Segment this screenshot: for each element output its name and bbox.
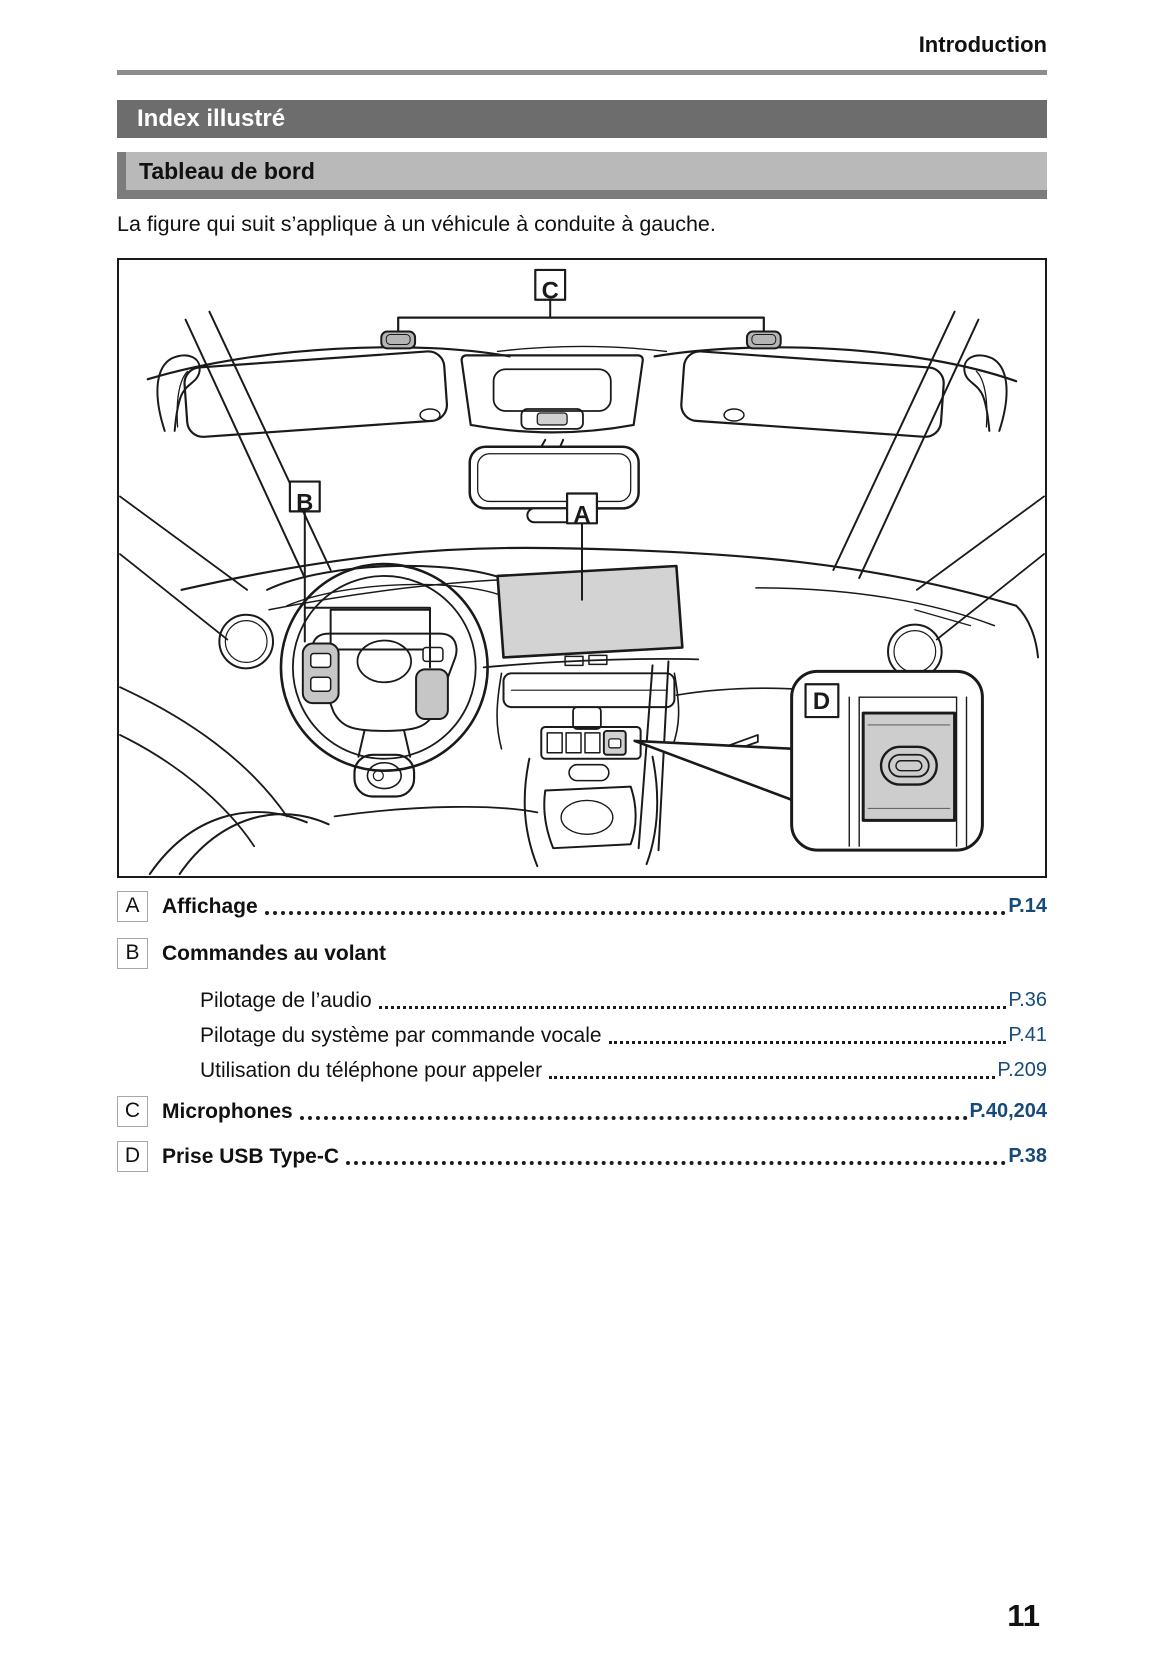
steering-controls-right [416,669,448,719]
section-title: Index illustré [137,105,286,132]
rearview-mirror [470,440,639,522]
lower-console [525,757,658,866]
page-ref[interactable]: P.40,204 [969,1100,1047,1122]
sub-item-label: Pilotage du système par commande vocale [200,1024,602,1047]
sub-item-label: Utilisation du téléphone pour appeler [200,1059,543,1082]
leader-dots [265,911,1007,915]
index-row-affichage [117,891,1047,922]
instrument-display [331,610,430,650]
page-header: Introduction [918,32,1047,57]
steering-controls-left [303,644,339,704]
callout-b-label: B [296,489,314,517]
touchscreen [498,566,683,665]
letter-badge-a: A [117,891,148,922]
page-ref[interactable]: P.38 [1008,1145,1047,1167]
item-label: Affichage [162,895,258,918]
letter-badge-d: D [117,1141,148,1172]
sub-item-label: Pilotage de l’audio [200,989,372,1012]
index-row-commandes [117,938,1047,969]
page-ref[interactable]: P.41 [1008,1024,1047,1046]
subsection-title: Tableau de bord [139,158,315,184]
page-number: 11 [1007,1598,1040,1633]
item-label: Microphones [162,1100,293,1123]
callout-c [381,270,780,348]
page-ref[interactable]: P.209 [997,1059,1047,1081]
sub-items [186,983,1047,1086]
overhead-console [462,355,643,432]
illustrated-index [117,891,1047,1172]
page-ref[interactable]: P.36 [1008,989,1047,1011]
leader-dots [300,1116,968,1120]
index-row-microphones [117,1096,1047,1127]
dashboard-figure [117,258,1047,878]
page-ref[interactable]: P.14 [1008,895,1047,917]
air-vent-left [219,615,273,669]
letter-badge-b: B [117,938,148,969]
item-label: Commandes au volant [162,942,387,965]
subsection-banner [117,152,1047,190]
intro-text: La figure qui suit s’applique à un véhicule à conduite à gauche. [117,212,716,236]
callout-a-label: A [573,501,591,529]
sun-visor-right [680,350,945,438]
callout-d-label: D [812,688,831,716]
usb-c-port-icon [881,747,937,785]
sun-visor-left [183,350,448,438]
sub-item-telephone [186,1053,1047,1086]
sub-item-commande-vocale [186,1018,1047,1051]
leader-dots [346,1161,1006,1165]
index-row-usb [117,1141,1047,1172]
steering-wheel [281,564,488,796]
leader-dots [379,1006,1007,1009]
callout-c-label: C [541,277,559,305]
a-pillar-right [833,312,978,578]
header-rule [117,70,1047,75]
letter-badge-c: C [117,1096,148,1127]
sub-item-audio [186,983,1047,1016]
leader-dots [549,1076,995,1079]
item-label: Prise USB Type-C [162,1145,339,1168]
leader-dots [609,1041,1007,1044]
section-banner [117,100,1047,138]
dashboard-illustration [119,260,1045,876]
